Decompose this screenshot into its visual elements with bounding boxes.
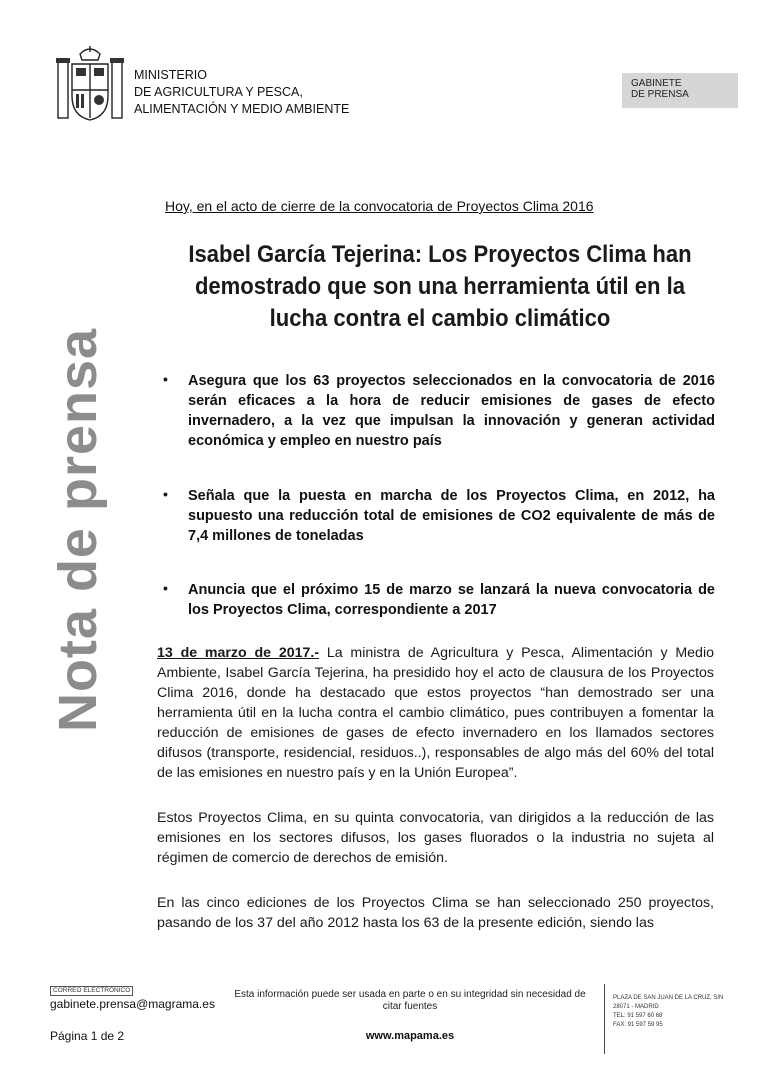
bullet-text: Anuncia que el próximo 15 de marzo se lanzará la nueva convocatoria de los Proyectos Clima, correspondiente a 2017 <box>188 582 715 618</box>
bullet-text: Señala que la puesta en marcha de los Proyectos Clima, en 2012, ha supuesto una reducción total de emisiones de CO2 equivalente de más de 7,4 millones de toneladas <box>188 488 715 544</box>
coat-of-arms-icon <box>52 44 128 124</box>
address-line: FAX: 91 597 59 95 <box>613 1022 663 1028</box>
ministry-line: DE AGRICULTURA Y PESCA, <box>134 85 303 99</box>
address-line: TEL: 91 597 60 68 <box>613 1013 663 1019</box>
summary-bullet <box>163 580 715 620</box>
address-line: 28071 - MADRID <box>613 1004 659 1010</box>
email-label: CORREO ELECTRÓNICO <box>50 986 133 996</box>
release-date: 13 de marzo de 2017.- <box>157 645 320 661</box>
body-paragraph: En las cinco ediciones de los Proyectos Clima se han seleccionado 250 proyectos, pasando de los 37 del año 2012 hasta los 63 de la presente edición, siendo las <box>157 895 714 931</box>
page-number: Página 1 de 2 <box>50 1029 125 1043</box>
footer-divider <box>604 984 605 1054</box>
address-line: PLAZA DE SAN JUAN DE LA CRUZ, S/N <box>613 995 724 1001</box>
summary-bullet <box>163 371 715 451</box>
body-paragraph <box>157 643 714 783</box>
ministry-line: MINISTERIO <box>134 68 207 82</box>
kicker: Hoy, en el acto de cierre de la convocatoria de Proyectos Clima 2016 <box>165 198 594 214</box>
usage-notice: Esta información puede ser usada en parte o en su integridad sin necesidad de citar fuentes <box>234 989 586 1012</box>
bullet-text: Asegura que los 63 proyectos seleccionados en la convocatoria de 2016 serán eficaces a la hora de reducir emisiones de gases de efecto invernadero, a la vez que impulsan la innovación y generan actividad económica y empleo en nuestro país <box>188 373 715 449</box>
gabinete-badge <box>622 73 738 108</box>
summary-bullet <box>163 486 715 546</box>
paragraph-text: La ministra de Agricultura y Pesca, Alimentación y Medio Ambiente, Isabel García Tejerina, ha presidido hoy el acto de clausura de los Proyectos Clima 2016, donde ha destacado que estos proyectos “han demostrado ser una herramienta útil en la lucha contra el cambio climático, pues contribuyen a fomentar la reducción de emisiones de gases de efecto invernadero en los llamados sectores difusos (transporte, residencial, residuos..), responsables de algo más del 60% del total de las emisiones en nuestro país y en la Unión Europea”. <box>157 645 714 781</box>
bullet-icon: • <box>163 371 168 387</box>
side-label-text: Nota de prensa <box>48 327 108 733</box>
website-link[interactable]: www.mapama.es <box>365 1030 455 1042</box>
headline: Isabel García Tejerina: Los Proyectos Clima han demostrado que son una herramienta útil en la lucha contra el cambio climático <box>188 241 692 332</box>
ministry-line: ALIMENTACIÓN Y MEDIO AMBIENTE <box>134 102 350 116</box>
press-release-side-label <box>48 327 108 733</box>
email-address[interactable]: gabinete.prensa@magrama.es <box>50 997 215 1011</box>
gabinete-line: DE PRENSA <box>631 89 689 100</box>
ministry-name <box>134 67 349 118</box>
contact-address <box>613 994 723 1030</box>
bullet-icon: • <box>163 486 168 502</box>
gabinete-line: GABINETE <box>631 78 682 89</box>
body-paragraph: Estos Proyectos Clima, en su quinta convocatoria, van dirigidos a la reducción de las emisiones en los sectores difusos, los gases fluorados o la industria no sujeta al régimen de comercio de derechos de emisión. <box>157 810 714 866</box>
bullet-icon: • <box>163 580 168 596</box>
